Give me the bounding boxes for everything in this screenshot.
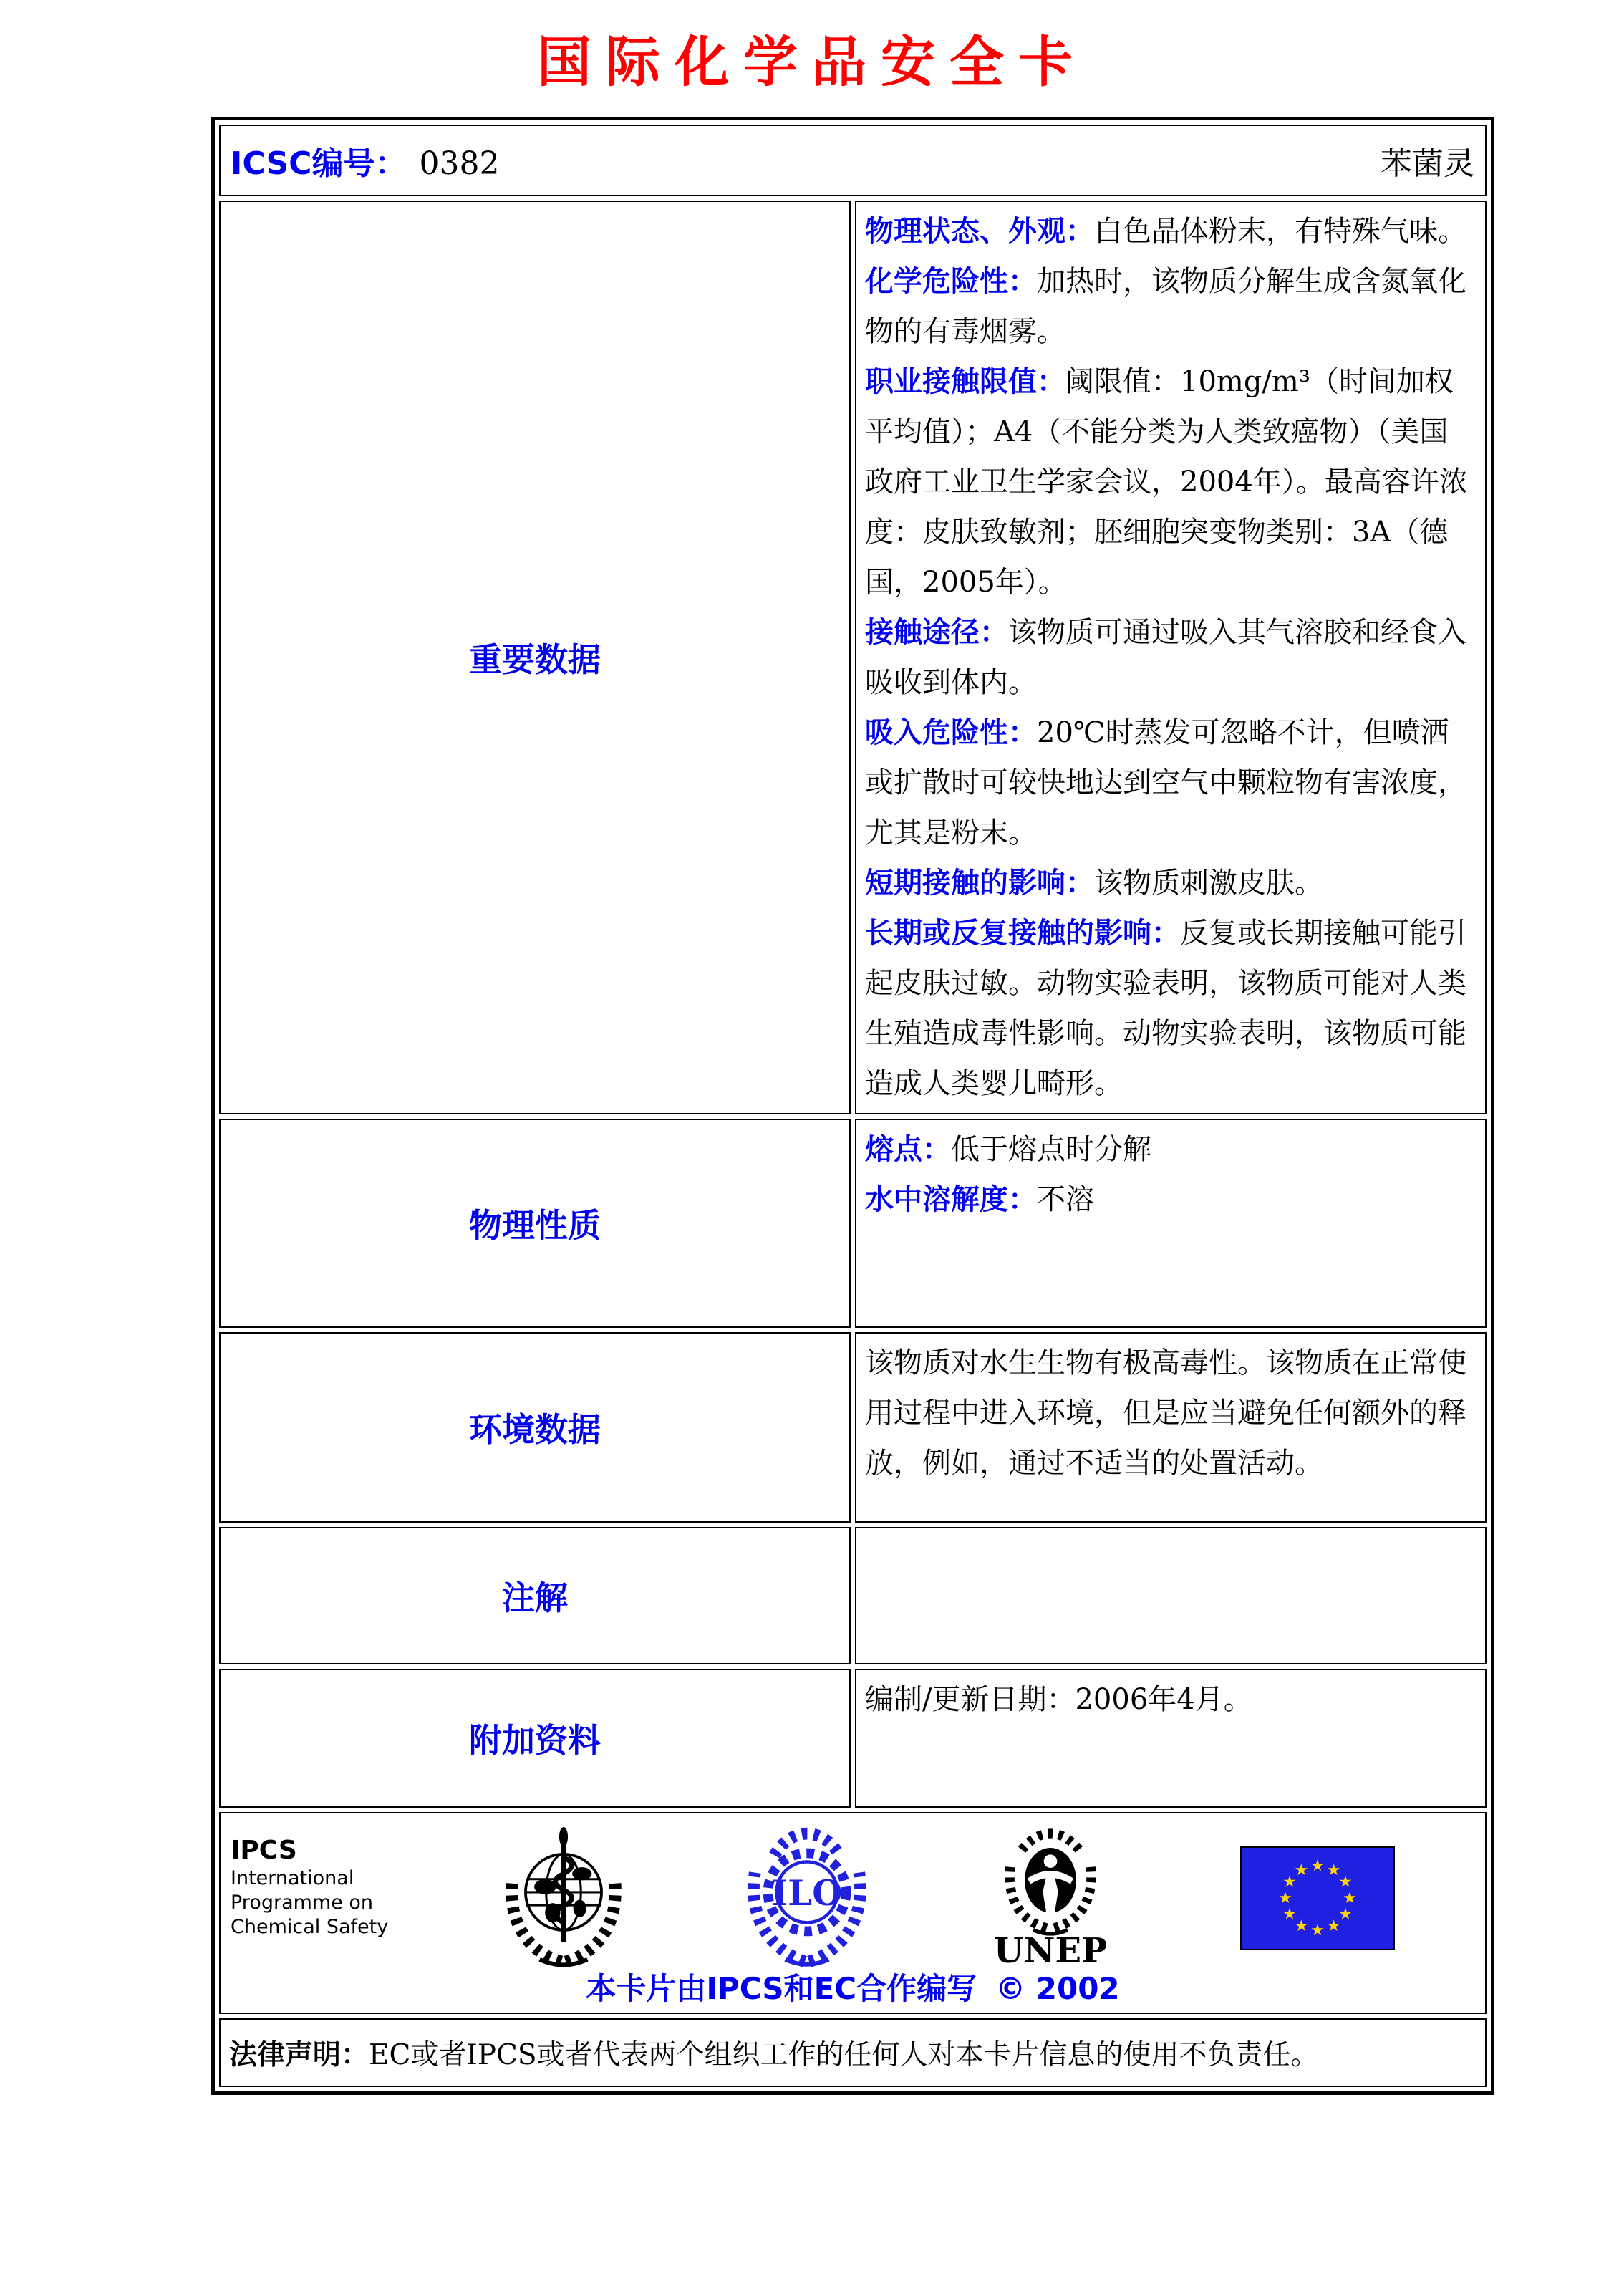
icsc-card-table bbox=[211, 117, 1494, 2095]
physical-properties-content bbox=[855, 1119, 1487, 1328]
eu-flag-icon bbox=[1240, 1846, 1395, 1950]
icsc-number-label: ICSC编号： bbox=[231, 145, 407, 182]
row-label-physical-properties: 物理性质 bbox=[219, 1119, 851, 1328]
svg-text:★: ★ bbox=[1294, 1861, 1309, 1879]
item-occupational-limits bbox=[865, 357, 1474, 607]
chemical-name: 苯菌灵 bbox=[1381, 145, 1475, 182]
item-label: 接触途径： bbox=[865, 616, 1008, 649]
item-label: 化学危险性： bbox=[865, 265, 1037, 298]
environmental-data-text: 该物质对水生生物有极高毒性。该物质在正常使用过程中进入环境，但是应当避免任何额外的释放，例如，通过不适当的处置活动。 bbox=[865, 1346, 1466, 1480]
item-label: 吸入危险性： bbox=[865, 716, 1037, 749]
svg-text:★: ★ bbox=[1310, 1922, 1325, 1939]
item-text: 白色晶体粉末，有特殊气味。 bbox=[1094, 215, 1466, 248]
item-water-solubility bbox=[865, 1175, 1474, 1225]
row-physical-properties bbox=[219, 1119, 1487, 1328]
item-text: 低于熔点时分解 bbox=[951, 1133, 1151, 1166]
row-notes bbox=[219, 1527, 1487, 1664]
item-text: 反复或长期接触可能引起皮肤过敏。动物实验表明，该物质可能对人类生殖造成毒性影响。动物实验表明，该物质可能造成人类婴儿畸形。 bbox=[865, 917, 1466, 1100]
ilo-logo-icon bbox=[739, 1825, 875, 1968]
item-text: 加热时，该物质分解生成含氮氧化物的有毒烟雾。 bbox=[865, 265, 1466, 348]
row-legal-notice bbox=[219, 2018, 1487, 2087]
environmental-data-content bbox=[855, 1332, 1487, 1523]
legal-text: EC或者IPCS或者代表两个组织工作的任何人对本卡片信息的使用不负责任。 bbox=[369, 2039, 1319, 2071]
item-long-term-effects bbox=[865, 908, 1474, 1109]
item-inhalation-risk bbox=[865, 708, 1474, 858]
notes-content bbox=[855, 1527, 1487, 1664]
item-chemical-danger bbox=[865, 256, 1474, 357]
row-important-data bbox=[219, 201, 1487, 1114]
row-label-important-data: 重要数据 bbox=[219, 201, 851, 1114]
copyright-year: © 2002 bbox=[995, 1971, 1120, 2006]
item-text: 阈限值：10mg/m³（时间加权平均值）；A4（不能分类为人类致癌物）（美国政府工业卫生学家会议，2004年）。最高容许浓度：皮肤致敏剂；胚细胞突变物类别：3A（德国，2005年）。 bbox=[865, 365, 1468, 599]
svg-text:★: ★ bbox=[1338, 1905, 1353, 1924]
svg-text:★: ★ bbox=[1310, 1857, 1325, 1875]
header-cell bbox=[219, 125, 1487, 196]
svg-text:★: ★ bbox=[1343, 1889, 1357, 1907]
row-label-environmental-data: 环境数据 bbox=[219, 1332, 851, 1523]
row-label-additional-info: 附加资料 bbox=[219, 1669, 851, 1808]
svg-text:★: ★ bbox=[1326, 1861, 1341, 1879]
item-short-term-effects bbox=[865, 858, 1474, 908]
row-environmental-data bbox=[219, 1332, 1487, 1523]
svg-text:★: ★ bbox=[1282, 1905, 1297, 1924]
svg-text:ILO: ILO bbox=[771, 1873, 843, 1914]
item-label: 职业接触限值： bbox=[865, 365, 1065, 398]
item-label: 熔点： bbox=[865, 1133, 951, 1166]
row-additional-info bbox=[219, 1669, 1487, 1808]
ipcs-subtitle-line3: Chemical Safety bbox=[231, 1916, 389, 1938]
additional-info-text: 编制/更新日期：2006年4月。 bbox=[865, 1683, 1252, 1716]
additional-info-content bbox=[855, 1669, 1487, 1808]
item-melting-point bbox=[865, 1124, 1474, 1175]
svg-text:★: ★ bbox=[1278, 1889, 1292, 1907]
item-text: 不溶 bbox=[1037, 1183, 1094, 1216]
who-logo-icon bbox=[496, 1825, 632, 1968]
svg-text:UNEP: UNEP bbox=[993, 1931, 1108, 1968]
copyright-text: 本卡片由IPCS和EC合作编写 bbox=[586, 1971, 977, 2006]
page-title: 国际化学品安全卡 bbox=[537, 30, 1087, 94]
item-label: 短期接触的影响： bbox=[865, 867, 1094, 900]
legal-notice-cell bbox=[219, 2018, 1487, 2087]
ipcs-subtitle-line1: International bbox=[231, 1867, 354, 1889]
item-text: 20℃时蒸发可忽略不计，但喷洒或扩散时可较快地达到空气中颗粒物有害浓度，尤其是粉末。 bbox=[865, 716, 1466, 849]
unep-logo-icon bbox=[993, 1825, 1108, 1968]
legal-label: 法律声明： bbox=[229, 2039, 369, 2071]
svg-text:★: ★ bbox=[1294, 1917, 1309, 1935]
svg-text:★: ★ bbox=[1326, 1917, 1341, 1935]
logos-cell bbox=[219, 1812, 1487, 2014]
ipcs-subtitle-line2: Programme on bbox=[231, 1892, 374, 1914]
header-row bbox=[219, 125, 1487, 196]
ipcs-text-block bbox=[231, 1825, 417, 1939]
svg-text:★: ★ bbox=[1282, 1873, 1297, 1892]
item-exposure-routes bbox=[865, 607, 1474, 708]
copyright-line bbox=[221, 1965, 1485, 2008]
item-label: 物理状态、外观： bbox=[865, 215, 1094, 248]
important-data-content bbox=[855, 201, 1487, 1114]
item-label: 水中溶解度： bbox=[865, 1183, 1037, 1216]
icsc-number-value: 0382 bbox=[419, 145, 500, 182]
ipcs-title: IPCS bbox=[231, 1836, 297, 1865]
item-label: 长期或反复接触的影响： bbox=[865, 917, 1180, 950]
item-text: 该物质可通过吸入其气溶胶和经食入吸收到体内。 bbox=[865, 616, 1466, 699]
item-physical-state bbox=[865, 206, 1474, 256]
svg-text:★: ★ bbox=[1338, 1873, 1353, 1892]
item-text: 该物质刺激皮肤。 bbox=[1094, 867, 1323, 900]
row-label-notes: 注解 bbox=[219, 1527, 851, 1664]
row-logos bbox=[219, 1812, 1487, 2014]
